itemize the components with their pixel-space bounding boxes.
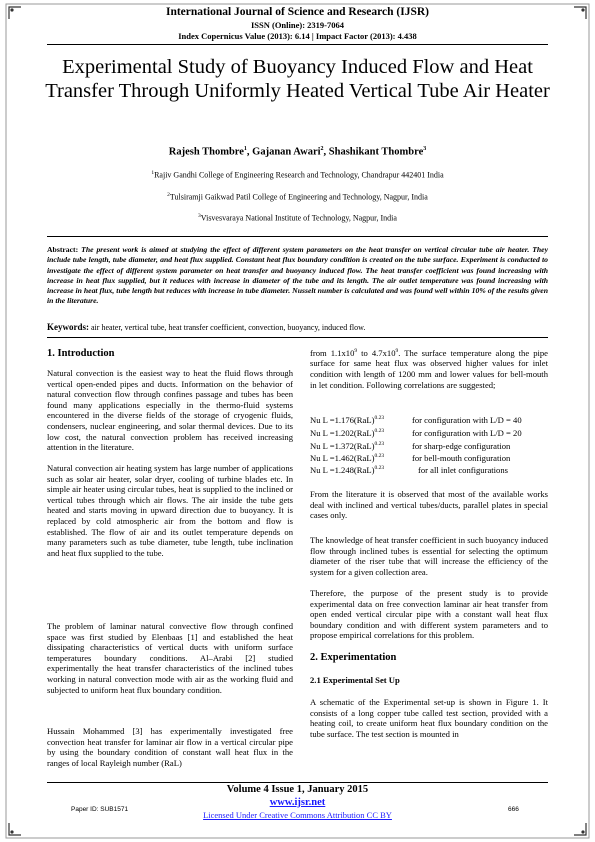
affiliation-text: Visvesvaraya National Institute of Technology, Nagpur, India: [200, 213, 397, 223]
range-end: to 4.7x10: [357, 347, 396, 358]
correlation-equation: Nu L =1.202(RaL)$^{0.23}$: [310, 428, 385, 438]
abstract: [47, 245, 548, 307]
corner-ornament-icon: [573, 822, 587, 836]
right-paragraph-5: A schematic of the Experimental set-up is shown in Figure 1. It consists of a long copper tube called test section, provided with a heating coil, to create uniform heat flux boundary condition on the tube surface. The test section is mounted in: [310, 697, 548, 739]
correlation-desc: for bell-mouth configuration: [412, 453, 511, 463]
journal-name: International Journal of Science and Research (IJSR): [165, 6, 429, 18]
author-sup: 2: [320, 146, 324, 152]
correlation-equation: Nu L =1.372(RaL)$^{0.23}$: [310, 441, 385, 451]
keywords-text: air heater, vertical tube, heat transfer coefficient, convection, buoyancy, induced flow.: [91, 323, 366, 332]
correlation-desc: for all inlet configurations: [418, 465, 508, 475]
correlation-equation: Nu L =1.176(RaL)$^{0.23}$: [310, 415, 385, 425]
section-heading-introduction: 1. Introduction: [47, 348, 115, 359]
intro-paragraph-3: The problem of laminar natural convective flow through confined space was first studied by Elenbaas [1] and established the heat dissipating characteristics of vertical ducts with uniform surface temperatures boundary conditions. Al–Arabi [2] studied experimentally the heat transfer characteristics of the inclined tubes working in natural convection mode with air as the working fluid and subjected to uniform heat flux boundary condition.: [47, 621, 293, 695]
footer-license-link[interactable]: Licensed Under Creative Commons Attribution CC BY: [203, 810, 392, 820]
intro-paragraph: [47, 368, 293, 453]
author-name: Shashikant Thombre: [328, 146, 424, 158]
section-heading-experimentation: 2. Experimentation: [310, 652, 397, 663]
correlation-equation: Nu L =1.248(RaL)$^{0.23}$: [310, 465, 385, 475]
abstract-bottom-rule: [47, 337, 548, 338]
right-paragraph-3: The knowledge of heat transfer coefficient in such buoyancy induced flow through inclined tubes is essential for selecting the optimum diameter of the riser tube that will increase the efficiency of the system for a given collection area.: [310, 535, 548, 577]
journal-index: Index Copernicus Value (2013): 6.14 | Impact Factor (2013): 4.438: [178, 31, 417, 41]
subsection-heading-setup: 2.1 Experimental Set Up: [310, 675, 400, 685]
affiliation: [0, 192, 595, 202]
affiliation: [0, 213, 595, 223]
range-start-exp: 9: [354, 348, 358, 354]
range-end-exp: 9: [395, 348, 399, 354]
intro-paragraph-2: Natural convection air heating system has large number of applications such as solar air heater, solar dryer, cooling of turbine blades etc. In simple air heater using circular tubes, heat is supplied to the inclined or vertical tubes through which air flows. The air inside the tube gets heated and starts moving in upward direction due to buoyancy. It is replaced by cold atmospheric air from the bottom and flow is established. The flow of air and its outlet temperature depends on many parameters such as tube diameter, tube length, tube inclination and heat flux supplied to the tube.: [47, 463, 293, 558]
keywords-label: Keywords:: [47, 322, 89, 332]
right-paragraph-2: From the literature it is observed that most of the available works deal with inclined and vertical tubes/ducts, parallel plates in special cases only.: [310, 489, 548, 521]
author-sup: 3: [423, 146, 427, 152]
intro-paragraph-4: Hussain Mohammed [3] has experimentally investigated free convection heat transfer for laminar air flow in a vertical circular pipe by using the boundary condition of constant wall heat flux in the ranges of local Rayleigh number (RaL): [47, 726, 293, 768]
author-name: Rajesh Thombre: [168, 146, 244, 158]
author-list: Rajesh Thombre$^1$, Gajanan Awari$^2$, Shashikant Thombre$^3$: [168, 146, 427, 158]
keywords: [47, 322, 548, 332]
abstract-text: The present work is aimed at studying the effect of different system parameters on the heat transfer on vertical circular tube air heater. They include tube length, tube diameter, and heat flux supplied. Constant heat flux boundary condition is created on the tube surface. Experiment is conducted to investigate the effect of different system parameter on heat transfer and buoyancy induced flow. The heat transfer coefficient was found increasing with increase in heat flux supplied, but it reduces with increase in diameter of the tube and its length. The air outlet temperature was found increasing with increase in heat flux, tube length but reduces with increase in tube diameter. Nusselt number is calculated and was found well within 10% of the results given in the literature.: [47, 245, 548, 306]
footer-url-link[interactable]: www.ijsr.net: [269, 797, 326, 808]
affiliation-text: Rajiv Gandhi College of Engineering Research and Technology, Chandrapur 442401 India: [154, 170, 444, 180]
affiliation-text: Tulsiramji Gaikwad Patil College of Engineering and Technology, Nagpur, India: [169, 192, 428, 202]
footer-volume: Volume 4 Issue 1, January 2015: [226, 784, 369, 795]
affiliation-sup: 2: [167, 192, 170, 198]
abstract-top-rule: [47, 236, 548, 237]
author-name: Gajanan Awari: [252, 146, 321, 158]
footer-page-number: 666: [508, 806, 519, 813]
correlation-desc: for sharp-edge configuration: [412, 441, 511, 451]
intro-paragraph: [47, 726, 293, 768]
header-rule: [47, 44, 548, 45]
corner-ornament-icon: [8, 822, 22, 836]
correlation-desc: for configuration with L/D = 20: [412, 428, 522, 438]
right-paragraph-1-text: . The surface temperature along the pipe surface for same heat flux was observed higher values for inlet condition with length of 1200 mm and lower values for bell-mouth in let condition. Following correlations are suggested;: [310, 347, 548, 390]
right-paragraph-1: [310, 346, 548, 390]
affiliation-sup: 3: [198, 213, 201, 219]
footer-rule: [47, 782, 548, 783]
intro-paragraph: [47, 621, 293, 695]
paper-title: Experimental Study of Buoyancy Induced Flow and Heat Transfer Through Uniformly Heated Vertical Tube Air Heater: [45, 56, 550, 102]
range-start: from 1.1x10: [310, 347, 355, 358]
affiliation: [0, 170, 595, 180]
affiliation-sup: 1: [151, 170, 155, 176]
intro-paragraph: [47, 463, 293, 558]
correlation-desc: for configuration with L/D = 40: [412, 415, 522, 425]
journal-issn: ISSN (Online): 2319-7064: [250, 20, 345, 30]
right-paragraph-4: Therefore, the purpose of the present study is to provide experimental data on free convection laminar air heat transfer from open ended vertical circular pipe with a constant wall heat flux boundary condition and with different system parameters and to propose empirical correlations for this problem.: [310, 588, 548, 641]
correlation-equation: Nu L =1.462(RaL)$^{0.23}$: [310, 453, 385, 463]
intro-paragraph-1: Natural convection is the easiest way to heat the fluid flows through vertical open-ended pipes and ducts. Information on the behavior of natural convection flow through confines passage and tubes has been found many applications especially in the thermo-fluid systems encountered in the diverse fields of the storage of cryogenic fluids, condensers, nuclear engineering, and solar thermal devices. Due to its low cost, the natural convection problem has received increasing attention in the literature.: [47, 368, 293, 453]
author-sup: 1: [243, 146, 247, 152]
footer-paper-id: Paper ID: SUB1571: [71, 806, 129, 813]
abstract-label: Abstract:: [47, 245, 79, 254]
